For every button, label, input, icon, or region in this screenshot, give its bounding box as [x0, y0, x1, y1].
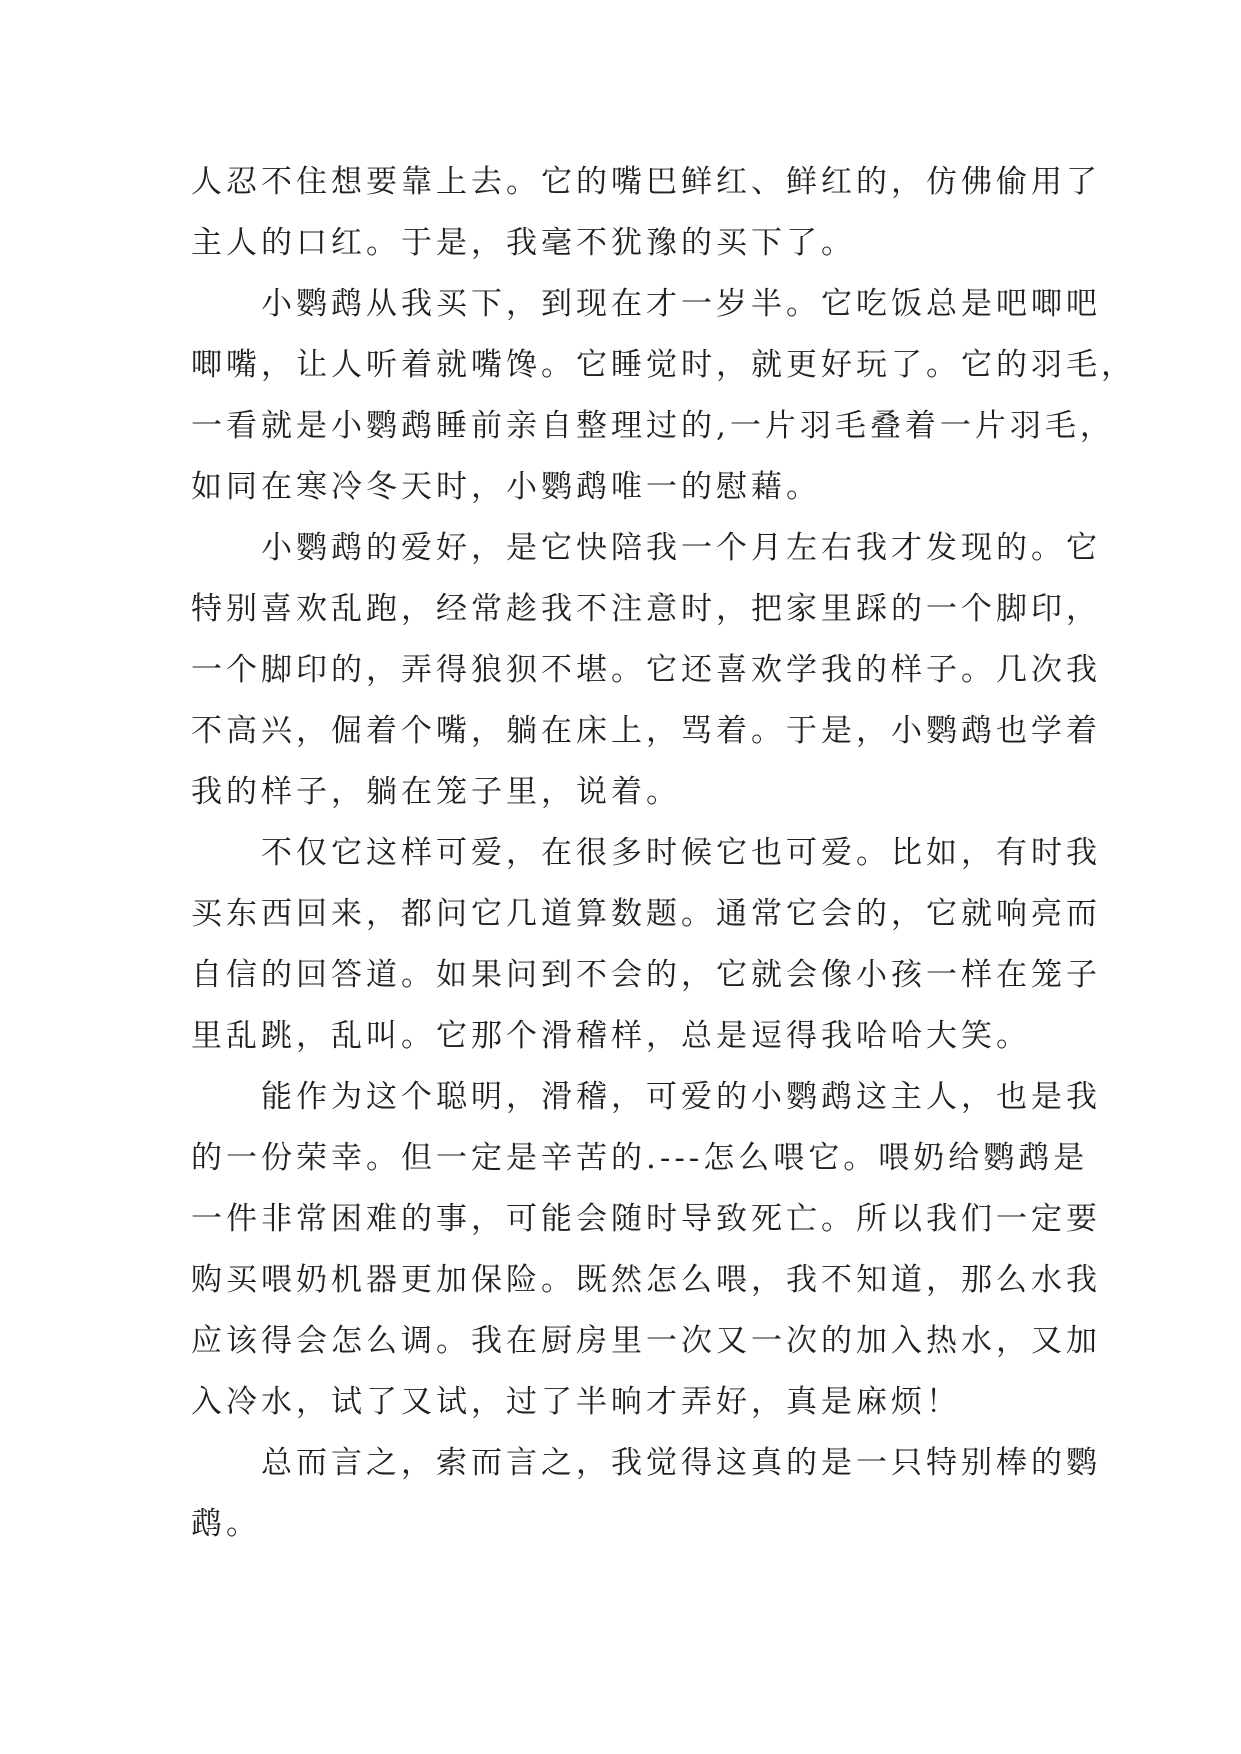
paragraph-3 [191, 518, 1101, 823]
paragraph-2 [191, 274, 1136, 518]
paragraph-line: 不高兴，倔着个嘴，躺在床上，骂着。于是，小鹦鹉也学着 [191, 713, 1101, 749]
document-body [191, 152, 1136, 1555]
paragraph-line: 的一份荣幸。但一定是辛苦的.---怎么喂它。喂奶给鹦鹉是 [191, 1140, 1089, 1176]
paragraph-line: 入冷水，试了又试，过了半晌才弄好，真是麻烦！ [191, 1384, 961, 1420]
paragraph-line: 如同在寒冷冬天时，小鹦鹉唯一的慰藉。 [191, 469, 821, 505]
paragraph-line: 小鹦鹉从我买下，到现在才一岁半。它吃饭总是吧唧吧 [261, 286, 1101, 322]
paragraph-line: 买东西回来，都问它几道算数题。通常它会的，它就响亮而 [191, 896, 1101, 932]
paragraph-line: 一个脚印的，弄得狼狈不堪。它还喜欢学我的样子。几次我 [191, 652, 1101, 688]
paragraph-5 [191, 1067, 1101, 1433]
paragraph-4 [191, 823, 1101, 1067]
paragraph-6 [191, 1433, 1101, 1555]
paragraph-line: 里乱跳，乱叫。它那个滑稽样，总是逗得我哈哈大笑。 [191, 1018, 1031, 1054]
paragraph-line: 主人的口红。于是，我毫不犹豫的买下了。 [191, 225, 856, 261]
paragraph-line: 特别喜欢乱跑，经常趁我不注意时，把家里踩的一个脚印， [191, 591, 1101, 627]
paragraph-line: 自信的回答道。如果问到不会的，它就会像小孩一样在笼子 [191, 957, 1101, 993]
paragraph-line: 一件非常困难的事，可能会随时导致死亡。所以我们一定要 [191, 1201, 1101, 1237]
paragraph-line: 一看就是小鹦鹉睡前亲自整理过的,一片羽毛叠着一片羽毛， [191, 408, 1115, 444]
paragraph-line: 唧嘴，让人听着就嘴馋。它睡觉时，就更好玩了。它的羽毛， [191, 347, 1136, 383]
paragraph-line: 我的样子，躺在笼子里，说着。 [191, 774, 681, 810]
paragraph-line: 人忍不住想要靠上去。它的嘴巴鲜红、鲜红的，仿佛偷用了 [191, 164, 1101, 200]
paragraph-line: 小鹦鹉的爱好，是它快陪我一个月左右我才发现的。它 [261, 530, 1101, 566]
paragraph-line: 应该得会怎么调。我在厨房里一次又一次的加入热水，又加 [191, 1323, 1101, 1359]
paragraph-line: 不仅它这样可爱，在很多时候它也可爱。比如，有时我 [261, 835, 1101, 871]
paragraph-line: 购买喂奶机器更加保险。既然怎么喂，我不知道，那么水我 [191, 1262, 1101, 1298]
paragraph-line: 总而言之，索而言之，我觉得这真的是一只特别棒的鹦 [261, 1445, 1101, 1481]
paragraph-1 [191, 152, 1101, 274]
paragraph-line: 能作为这个聪明，滑稽，可爱的小鹦鹉这主人，也是我 [261, 1079, 1101, 1115]
paragraph-line: 鹉。 [191, 1506, 261, 1542]
